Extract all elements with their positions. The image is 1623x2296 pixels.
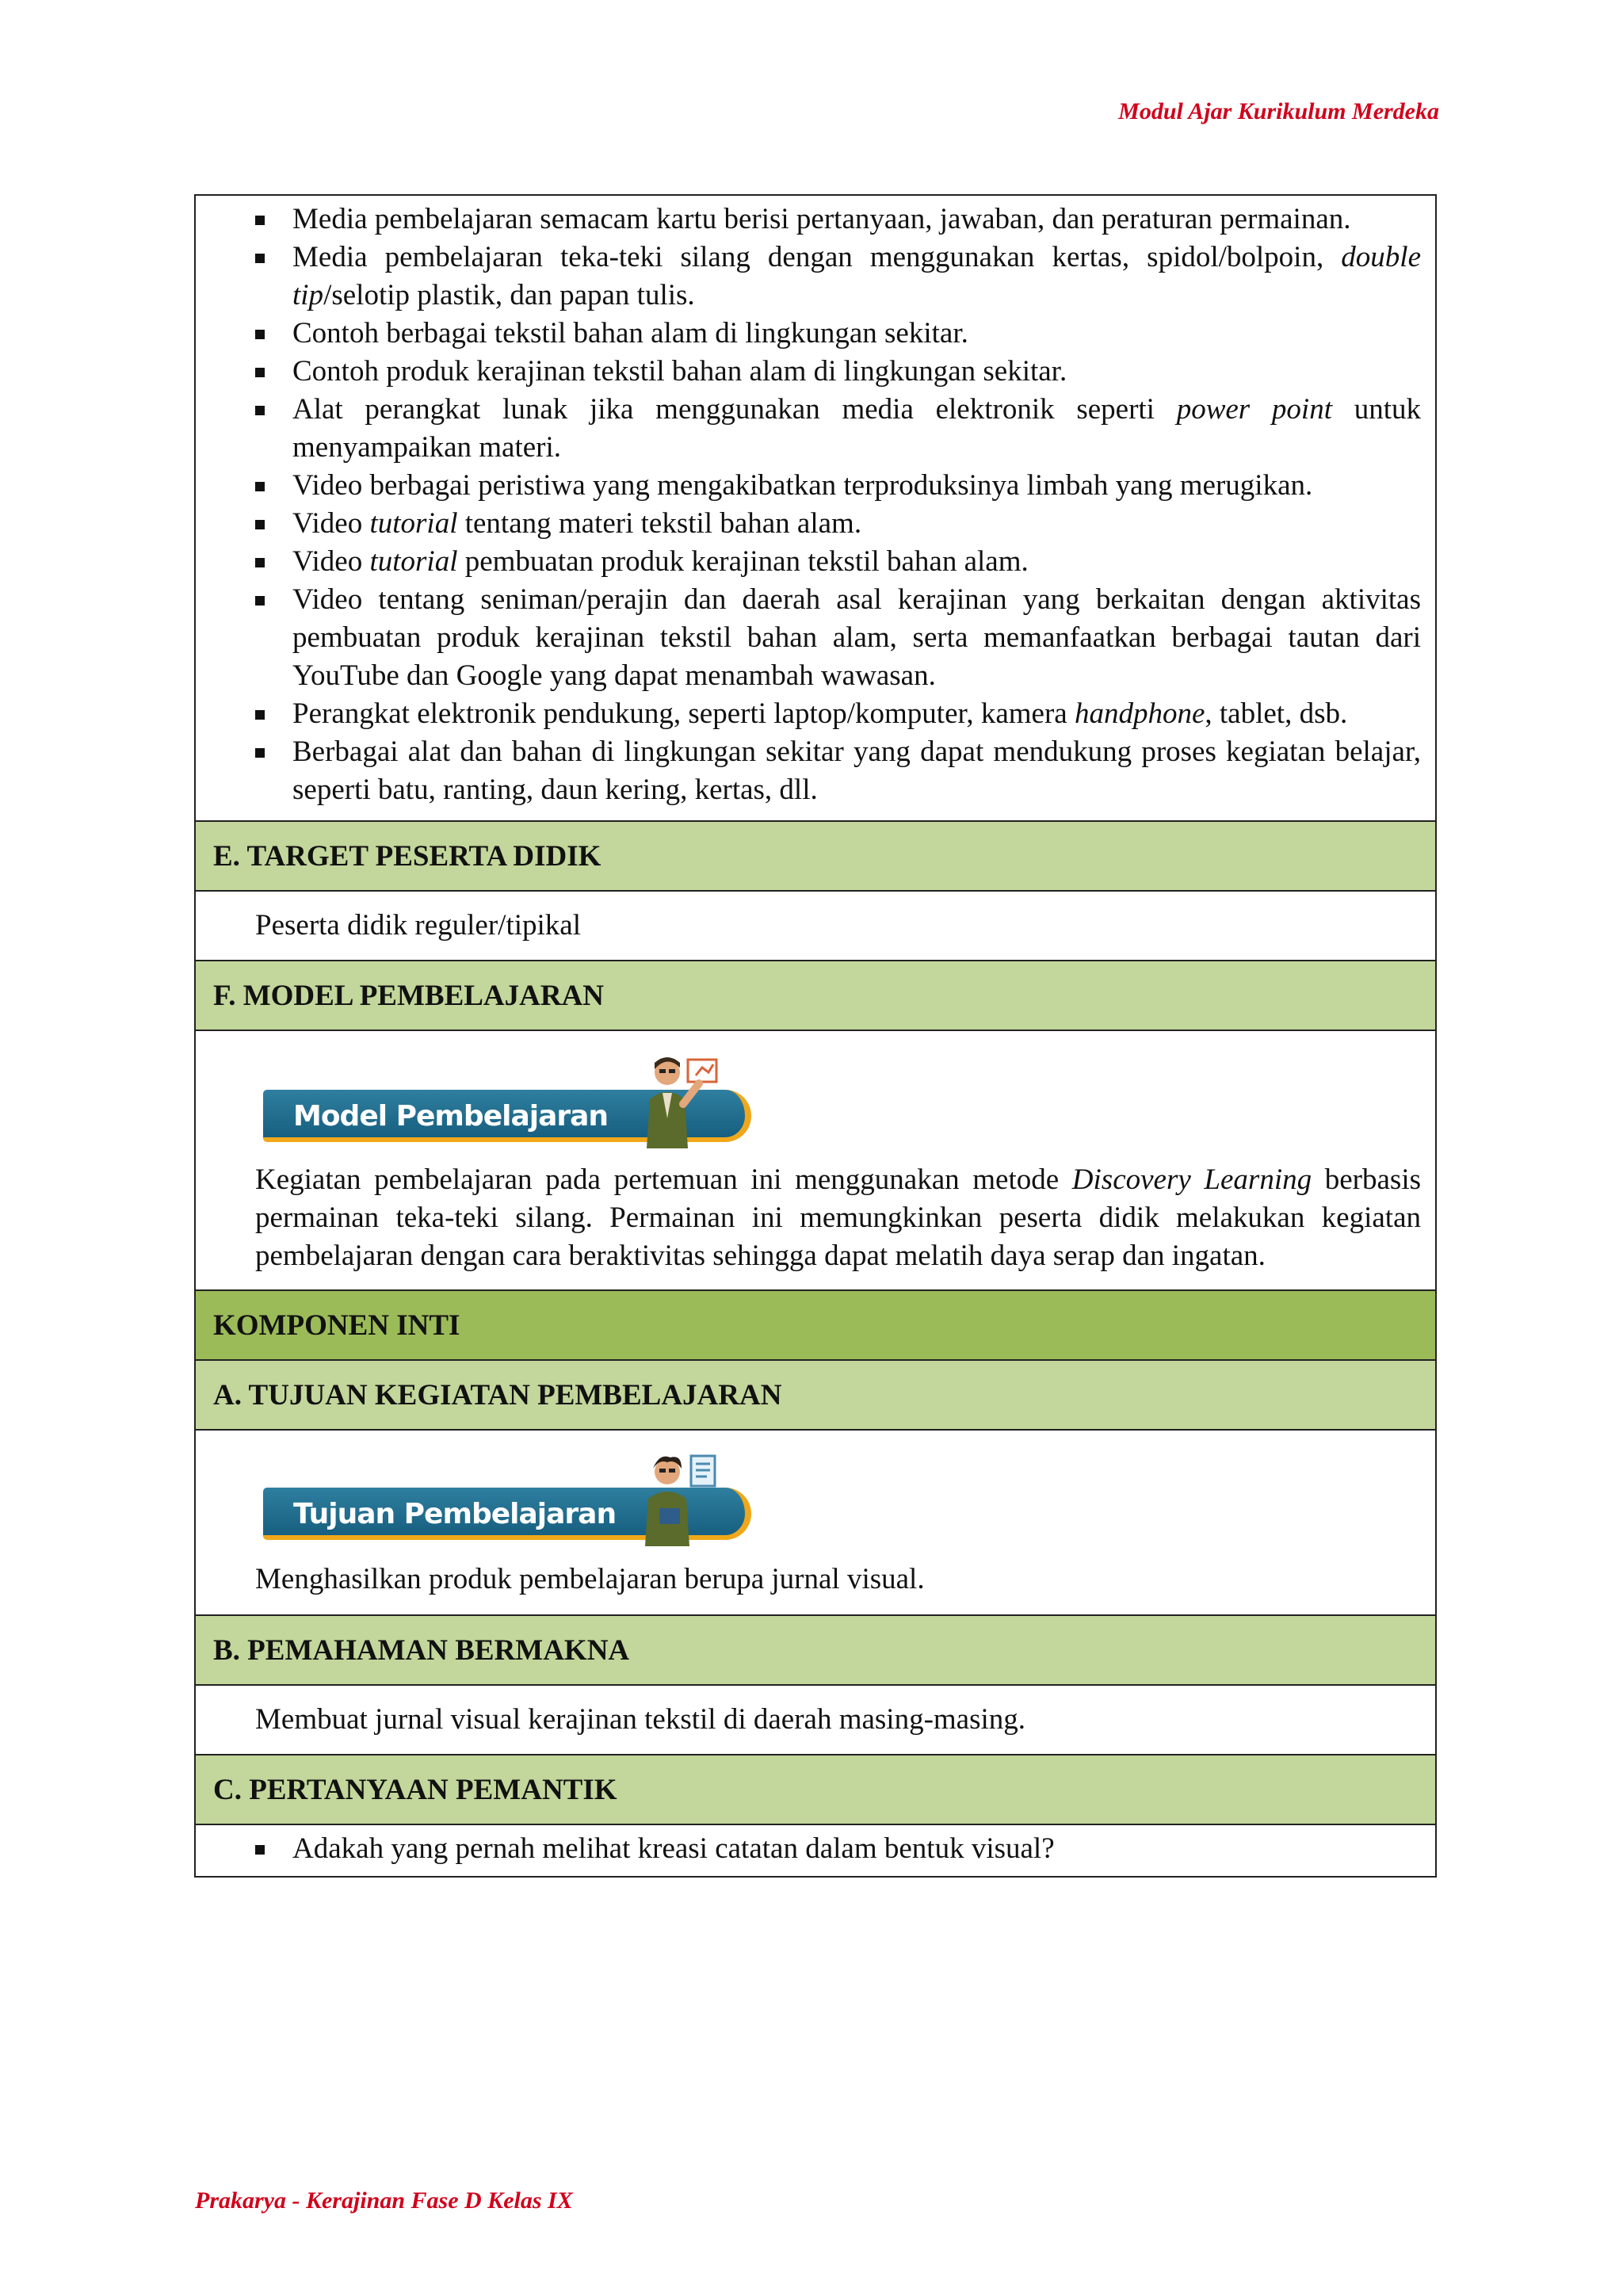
list-item	[255, 467, 1421, 505]
list-item-text: /selotip plastik, dan papan tulis.	[323, 279, 695, 311]
section-heading-text: KOMPONEN INTI	[213, 1308, 460, 1342]
tujuan-row	[196, 1429, 1435, 1614]
list-item	[255, 695, 1421, 733]
list-item-emphasis: double tip	[292, 241, 1421, 311]
list-item-text: Video	[292, 507, 370, 540]
list-item	[255, 391, 1421, 467]
pemahaman-text: Membuat jurnal visual kerajinan tekstil di daerah masing-masing.	[255, 1703, 1026, 1736]
list-item-text: Contoh produk kerajinan tekstil bahan alam di lingkungan sekitar.	[292, 355, 1067, 388]
list-item-text: Perangkat elektronik pendukung, seperti laptop/komputer, kamera	[292, 697, 1075, 730]
list-item-text: Video tentang seniman/perajin dan daerah asal kerajinan yang berkaitan dengan aktivitas pembuatan produk kerajinan tekstil bahan alam, serta memanfaatkan berbagai tautan dari YouTube dan Google yang dapat menambah wawasan.	[292, 583, 1421, 692]
list-item-text: tentang materi tekstil bahan alam.	[457, 507, 862, 540]
pertanyaan-row	[196, 1824, 1435, 1876]
model-banner	[263, 1055, 770, 1150]
section-heading-text: B. PEMAHAMAN BERMAKNA	[213, 1633, 630, 1667]
media-list-row	[196, 196, 1435, 820]
model-paragraph-method: Discovery Learning	[1071, 1163, 1312, 1196]
list-item-text: Alat perangkat lunak jika menggunakan media elektronik seperti	[292, 393, 1177, 426]
page-header-title: Modul Ajar Kurikulum Merdeka	[1118, 98, 1439, 124]
target-text: Peserta didik reguler/tipikal	[255, 909, 581, 942]
list-item-text: untuk menyampaikan materi.	[292, 393, 1421, 464]
list-item-text: Contoh berbagai tekstil bahan alam di lingkungan sekitar.	[292, 317, 968, 350]
list-item-text: Video	[292, 545, 370, 578]
model-paragraph	[255, 1161, 1421, 1275]
list-item	[255, 505, 1421, 543]
section-target-heading	[196, 820, 1435, 890]
teacher-figure-icon	[636, 1055, 731, 1150]
banner-label: Tujuan Pembelajaran	[293, 1498, 617, 1530]
document-figure-icon	[636, 1453, 731, 1548]
model-row	[196, 1030, 1435, 1289]
list-item-text: Video berbagai peristiwa yang mengakibatkan terproduksinya limbah yang merugikan.	[292, 469, 1313, 502]
list-item-text: Media pembelajaran semacam kartu berisi pertanyaan, jawaban, dan peraturan permainan.	[292, 203, 1351, 235]
list-item	[255, 239, 1421, 315]
module-table	[194, 194, 1437, 1878]
section-heading-text: F. MODEL PEMBELAJARAN	[213, 979, 605, 1012]
section-tujuan-heading	[196, 1359, 1435, 1429]
section-heading-text: E. TARGET PESERTA DIDIK	[213, 839, 601, 873]
list-item	[255, 733, 1421, 809]
list-item	[255, 315, 1421, 353]
list-item-emphasis: tutorial	[369, 545, 458, 578]
list-item: Adakah yang pernah melihat kreasi catatan dalam bentuk visual?	[255, 1830, 1421, 1868]
page-footer-title: Prakarya - Kerajinan Fase D Kelas IX	[195, 2187, 573, 2214]
list-item	[255, 201, 1421, 239]
media-list	[255, 196, 1421, 820]
target-row	[196, 890, 1435, 960]
section-model-heading	[196, 960, 1435, 1030]
list-item-emphasis: handphone	[1074, 697, 1205, 730]
list-item-text: Media pembelajaran teka-teki silang dengan menggunakan kertas, spidol/bolpoin,	[292, 241, 1342, 273]
section-pemahaman-heading	[196, 1614, 1435, 1684]
list-item-emphasis: power point	[1176, 393, 1332, 426]
banner-label: Model Pembelajaran	[293, 1100, 609, 1133]
tujuan-text: Menghasilkan produk pembelajaran berupa jurnal visual.	[255, 1563, 925, 1595]
list-item-text: pembuatan produk kerajinan tekstil bahan alam.	[457, 545, 1029, 578]
pertanyaan-list	[255, 1825, 1421, 1876]
list-item	[255, 543, 1421, 581]
tujuan-banner	[263, 1453, 770, 1548]
section-heading-text: C. PERTANYAAN PEMANTIK	[213, 1773, 617, 1806]
section-pertanyaan-heading	[196, 1754, 1435, 1824]
model-paragraph-pre: Kegiatan pembelajaran pada pertemuan ini menggunakan metode	[255, 1163, 1072, 1196]
list-item	[255, 353, 1421, 391]
list-item-emphasis: tutorial	[369, 507, 458, 540]
section-heading-text: A. TUJUAN KEGIATAN PEMBELAJARAN	[213, 1378, 782, 1412]
model-paragraph-post: berbasis permainan teka-teki silang. Permainan ini memungkinkan peserta didik melakukan kegiatan pembelajaran dengan cara beraktivitas sehingga dapat melatih daya serap dan ingatan.	[255, 1163, 1421, 1272]
list-item-text: Berbagai alat dan bahan di lingkungan sekitar yang dapat mendukung proses kegiatan belajar, seperti batu, ranting, daun kering, kertas, dll.	[292, 735, 1421, 806]
list-item-text: , tablet, dsb.	[1205, 697, 1348, 730]
list-item	[255, 581, 1421, 695]
section-komponen-heading	[196, 1289, 1435, 1359]
pemahaman-row	[196, 1684, 1435, 1754]
